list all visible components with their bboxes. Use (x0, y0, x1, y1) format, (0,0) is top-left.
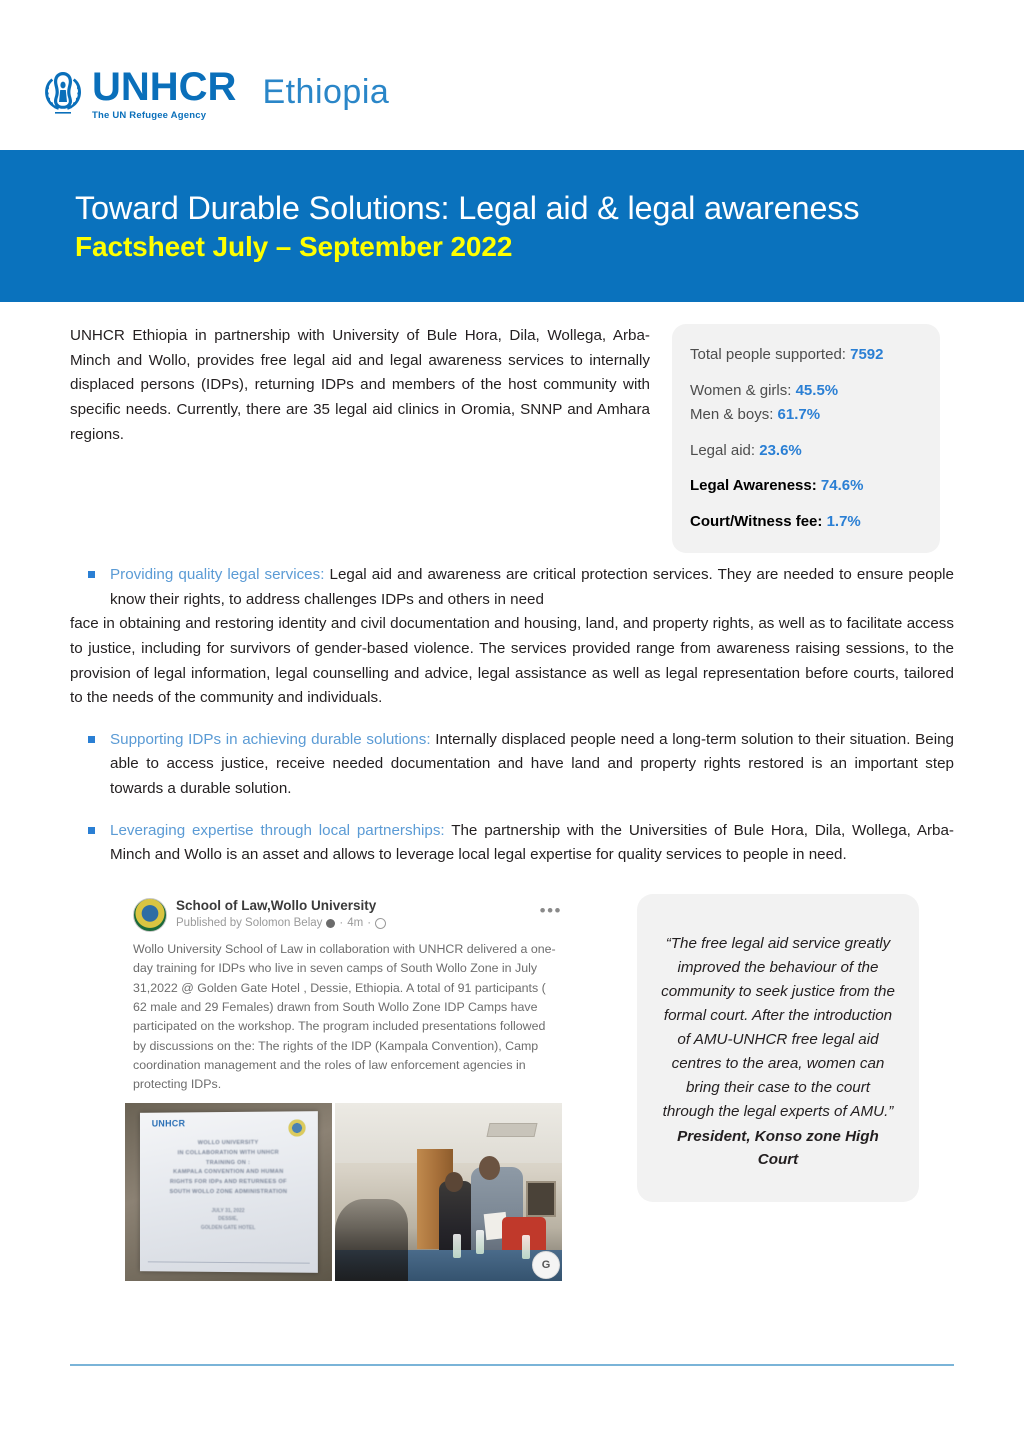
stat-legal-awareness (690, 475, 920, 498)
bullet-lead-text: Leveraging expertise through local partnerships: (110, 821, 445, 839)
banner-text (144, 1138, 314, 1197)
quote-attribution: President, Konso zone High Court (677, 1128, 879, 1168)
bullet-lead-text: Providing quality legal services: (110, 566, 325, 583)
quote-text: “The free legal aid service greatly improved the behaviour of the community to seek justice from the formal court. After the introduction of AMU-UNHCR free legal aid centres to the area, women can bring their case to the court through the legal experts of AMU.” (661, 934, 895, 1120)
stat-value: 1.7% (826, 512, 861, 530)
stat-label: Men & boys: (690, 406, 774, 423)
banner-footer-line: JULY 31, 2022 (211, 1207, 246, 1214)
stat-court-witness-fee (690, 511, 920, 534)
stat-value: 61.7% (777, 406, 821, 423)
banner-unhcr-logo: UNHCR (152, 1117, 186, 1129)
photo-water-bottle (476, 1230, 484, 1254)
photo-corner-badge-icon: G (532, 1251, 560, 1279)
photo-water-bottle (522, 1235, 530, 1259)
unhcr-wordmark-text: UNHCR (92, 65, 237, 109)
training-banner-photo[interactable] (125, 1103, 332, 1281)
bullet-body-head: The partnership with the Universities of Bule Hora, Dila, Wollega, Arba-Minch and Wollo is an asset and allows to leverage local legal expertise for quality services to people in need. (110, 821, 954, 864)
bullet-leveraging-local-partnerships (70, 819, 954, 868)
page-title: Toward Durable Solutions: Legal aid & legal awareness (75, 189, 860, 226)
facebook-post-body: Wollo University School of Law in collaboration with UNHCR delivered a one-day training for IDPs who live in seven camps of South Wollo Zone in July 31,2022 @ Golden Gate Hotel , Dessie, Ethiopia. A total of 91 participants ( 62 male and 29 Females) drawn from South Wollo Zone IDP Camps have participated on the workshop. The program included presentations followed by discussions on the: The rights of the IDP (Kampala Convention), Camp coordination management and the roles of law enforcement agencies in protecting IDPs. (133, 941, 556, 1092)
page-subtitle: Factsheet July – September 2022 (75, 230, 513, 262)
stat-value: 7592 (850, 346, 884, 363)
facebook-post-headtext (176, 898, 540, 931)
media-row (70, 894, 954, 1281)
training-session-photo[interactable] (335, 1103, 562, 1281)
photo-person-head-right (479, 1156, 500, 1180)
facebook-post-photos (125, 1103, 562, 1281)
stat-value: 45.5% (795, 381, 839, 399)
unhcr-wordmark (92, 67, 236, 121)
key-points-list (70, 563, 954, 868)
bullet-body-head: Legal aid and awareness are critical protection services. They are needed to ensure people know their rights, to address challenges IDPs and others in need (110, 566, 955, 608)
university-seal-icon (289, 1119, 306, 1136)
bullet-lead-text: Supporting IDPs in achieving durable solutions: (110, 730, 431, 748)
photo-water-bottle (453, 1234, 461, 1258)
bullet-body-head: Internally displaced people need a long-term solution to their situation. Being able to access justice, receive needed documentation and have land and property rights restored is an important step towards a durable solution. (110, 730, 954, 797)
stat-men-boys (690, 404, 920, 427)
testimonial-quote-panel (637, 894, 919, 1202)
bullet-body-tail: face in obtaining and restoring identity and civil documentation and housing, land, and property rights, as well as to facilitate access to justice, including for survivors of gender-based violence. The services provided range from awareness raising sessions, to the provision of legal information, legal counselling and advice, legal assistance as well as legal representation before courts, tailored to the needs of the community and individuals. (70, 615, 954, 707)
country-label: Ethiopia (262, 72, 390, 111)
banner-footer-text (144, 1206, 314, 1232)
stat-legal-aid (690, 440, 920, 463)
bullet-square-icon (88, 827, 95, 834)
banner-divider (148, 1261, 310, 1263)
intro-paragraph: UNHCR Ethiopia in partnership with University of Bule Hora, Dila, Wollega, Arba-Minch and Wollo, provides free legal aid and legal awareness services to internally displaced persons (IDPs), returning IDPs and members of the host community with specific needs. Currently, there are 35 legal aid clinics in Oromia, SNNP and Amhara regions. (70, 327, 650, 443)
stat-label: Legal Awareness: (690, 477, 817, 494)
stat-value: 74.6% (820, 477, 864, 494)
intro-column (70, 324, 650, 447)
photo-wall-frame (526, 1181, 556, 1217)
unhcr-tagline: The UN Refugee Agency (92, 110, 207, 121)
document-logo-header (0, 0, 1024, 150)
more-options-icon[interactable]: ••• (539, 900, 562, 920)
event-banner (140, 1111, 318, 1273)
meta-separator: · (339, 916, 344, 929)
stat-label: Legal aid: (690, 441, 756, 459)
banner-line: RIGHTS FOR IDPs AND RETURNEES OF (170, 1178, 288, 1185)
bullet-square-icon (88, 571, 95, 578)
bullet-square-icon (88, 736, 95, 743)
title-banner (0, 150, 1024, 302)
facebook-published-by: Published by Solomon Belay (176, 916, 323, 929)
banner-line: WOLLO UNIVERSITY (198, 1139, 259, 1146)
facebook-post-card (125, 894, 562, 1281)
verified-badge-icon (326, 919, 335, 928)
footer-divider (70, 1364, 954, 1366)
banner-footer-line: DESSIE, (218, 1215, 239, 1222)
stat-total-people-supported (690, 344, 920, 367)
intro-and-stats-row (70, 324, 954, 553)
stat-label: Women & girls: (690, 381, 792, 399)
bullet-supporting-idps-durable-solutions (70, 728, 954, 802)
meta-separator: · (367, 916, 372, 929)
banner-line: TRAINING ON : (206, 1158, 251, 1166)
banner-line: IN COLLABORATION WITH UNHCR (178, 1149, 280, 1156)
banner-line: SOUTH WOLLO ZONE ADMINISTRATION (170, 1188, 288, 1195)
document-body (0, 302, 1024, 1281)
stat-label: Total people supported: (690, 346, 846, 363)
photo-foreground-person (335, 1199, 408, 1281)
photo-person-head-left (445, 1172, 463, 1192)
facebook-page-name[interactable]: School of Law,Wollo University (176, 897, 377, 913)
globe-icon (375, 918, 386, 929)
facebook-post-header (125, 894, 562, 938)
photo-ceiling-vent (487, 1123, 538, 1137)
stat-label: Court/Witness fee: (690, 512, 823, 530)
banner-line: KAMPALA CONVENTION AND HUMAN (173, 1168, 285, 1175)
facebook-timestamp: 4m (347, 916, 364, 929)
page-avatar-icon (133, 898, 167, 932)
bullet-providing-quality-legal-services (70, 563, 954, 711)
statistics-panel (672, 324, 940, 553)
banner-footer-line: GOLDEN GATE HOTEL (201, 1224, 256, 1231)
unhcr-emblem-icon (40, 68, 86, 120)
stat-women-girls (690, 380, 920, 403)
stat-value: 23.6% (759, 441, 802, 459)
facebook-post-meta (176, 916, 540, 931)
